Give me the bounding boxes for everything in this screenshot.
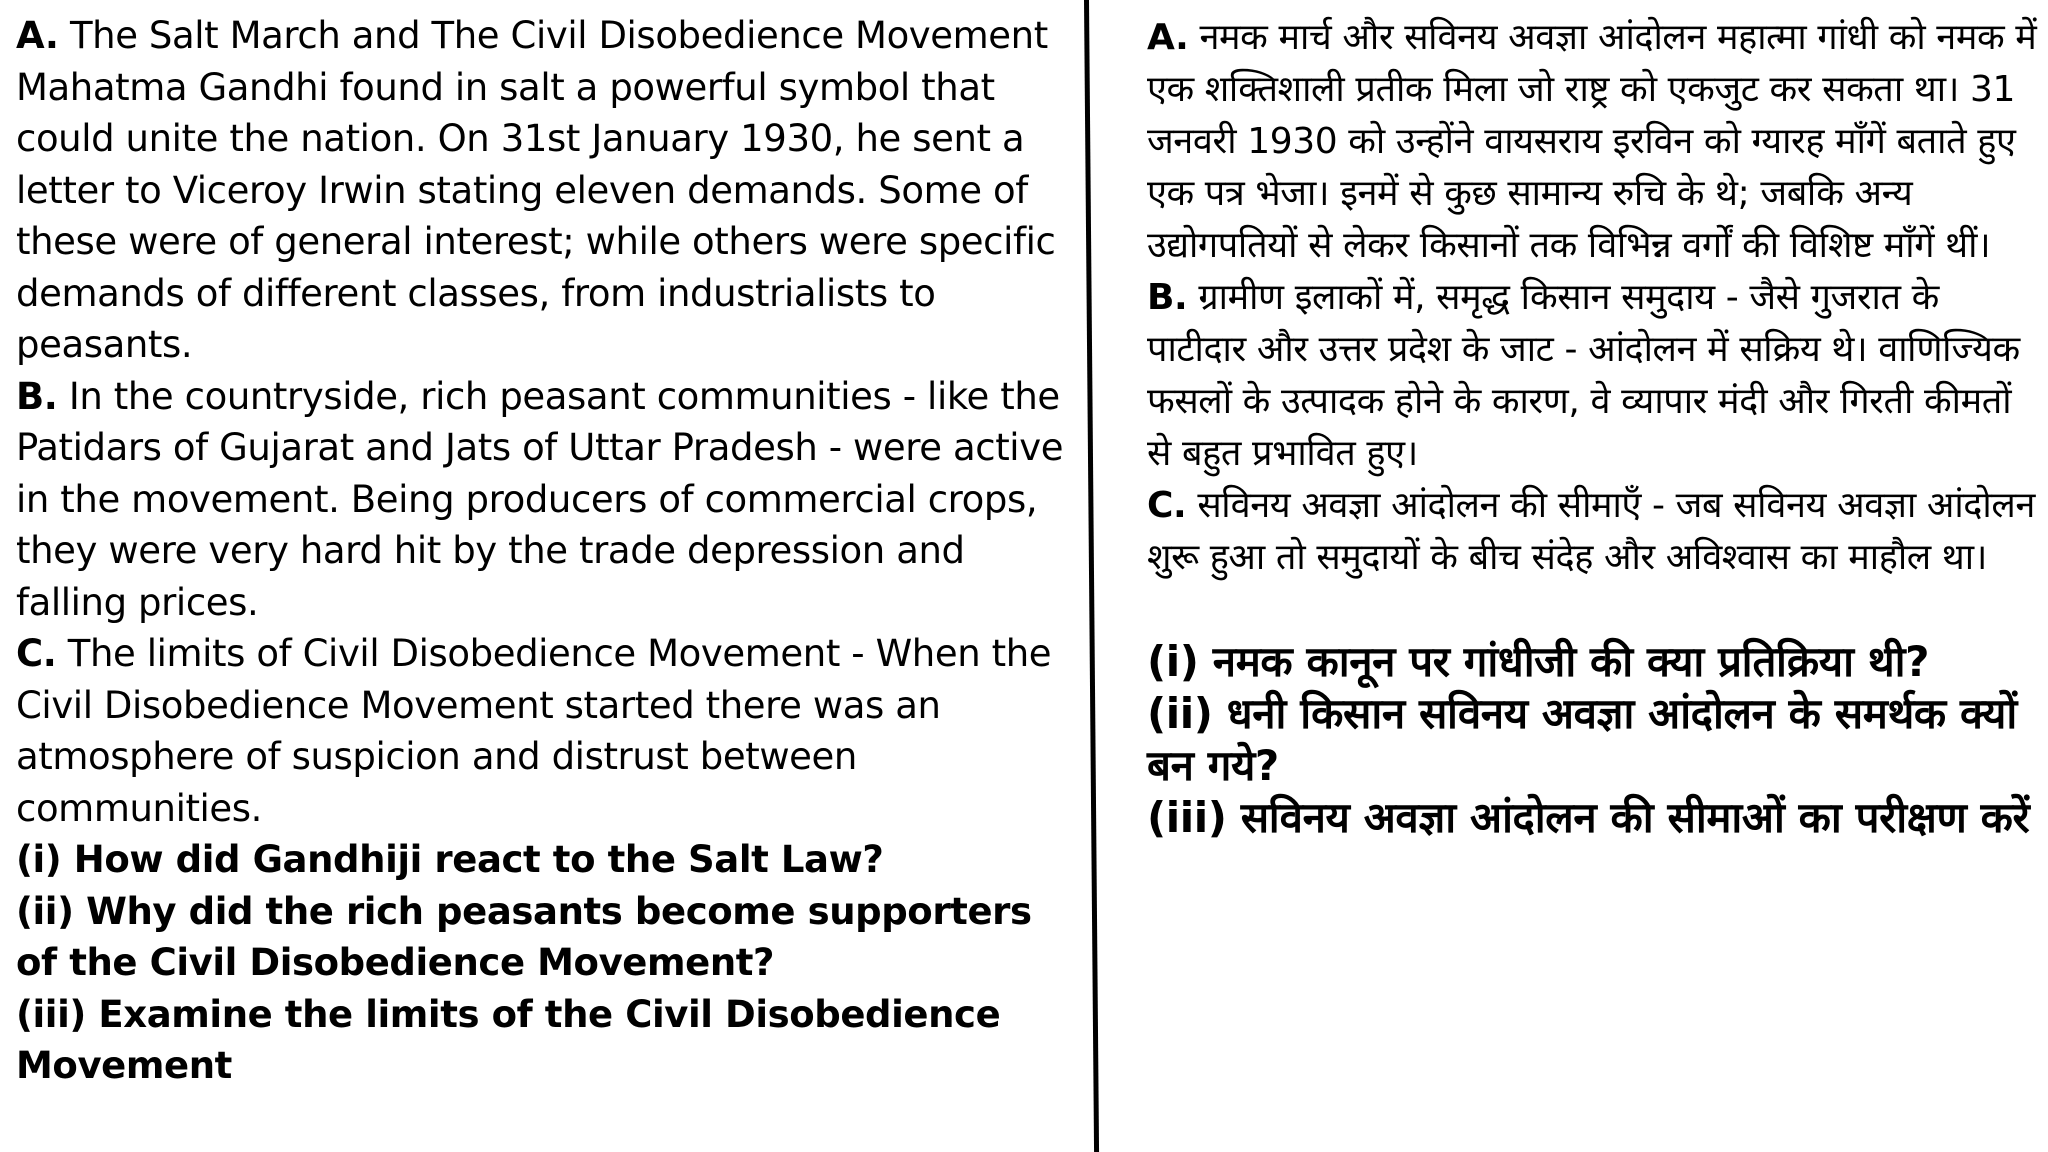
question-2: (ii) धनी किसान सविनय अवज्ञा आंदोलन के समर्थक क्यों बन गये? xyxy=(1147,689,2017,790)
paragraph-text: ग्रामीण इलाकों में, समृद्ध किसान समुदाय - जैसे गुजरात के पाटीदार और उत्तर प्रदेश के जाट - आंदोलन में सक्रिय थे। वाणिज्यिक फसलों के उत्पादक होने के कारण, वे व्यापार मंदी और गिरती कीमतों से बहुत प्रभावित हुए। xyxy=(1147,277,2020,474)
column-divider xyxy=(1084,0,1099,1152)
paragraph-marker: B. xyxy=(1147,277,1188,318)
paragraph-text: नमक मार्च और सविनय अवज्ञा आंदोलन महात्मा गांधी को नमक में एक शक्तिशाली प्रतीक मिला जो राष्ट्र को एकजुट कर सकता था। 31 जनवरी 1930 को उन्होंने वायसराय इरविन को ग्यारह माँगें बताते हुए एक पत्र भेजा। इनमें से कुछ सामान्य रुचि के थे; जबकि अन्य उद्योगपतियों से लेकर किसानों तक विभिन्न वर्गों की विशिष्ट माँगें थीं। xyxy=(1147,17,2037,266)
paragraph-marker: C. xyxy=(1147,485,1187,526)
hindi-paragraph-c xyxy=(1147,480,2037,584)
hindi-column xyxy=(1147,12,2037,844)
question-1: (i) How did Gandhiji react to the Salt Law? xyxy=(16,838,884,881)
paragraph-marker: C. xyxy=(16,632,57,675)
question-2: (ii) Why did the rich peasants become supporters of the Civil Disobedience Movement? xyxy=(16,889,1032,984)
question-1: (i) नमक कानून पर गांधीजी की क्या प्रतिक्रिया थी? xyxy=(1147,637,1930,686)
paragraph-marker: A. xyxy=(1147,17,1189,58)
paragraph-marker: B. xyxy=(16,374,58,418)
question-3: (iii) Examine the limits of the Civil Disobedience Movement xyxy=(16,992,1001,1087)
english-questions xyxy=(16,834,1066,1092)
paragraph-text: The Salt March and The Civil Disobedience Movement Mahatma Gandhi found in salt a powerful symbol that could unite the nation. On 31st January 1930, he sent a letter to Viceroy Irwin stating eleven demands. Some of these were of general interest; while others were specific demands of different classes, from industrialists to peasants. xyxy=(16,14,1056,366)
paragraph-text: सविनय अवज्ञा आंदोलन की सीमाएँ - जब सविनय अवज्ञा आंदोलन शुरू हुआ तो समुदायों के बीच संदेह और अविश्वास का माहौल था। xyxy=(1147,485,2035,578)
english-paragraph-a xyxy=(16,10,1066,371)
hindi-questions xyxy=(1147,636,2037,844)
question-3: (iii) सविनय अवज्ञा आंदोलन की सीमाओं का परीक्षण करें xyxy=(1147,793,2030,842)
paragraph-text: In the countryside, rich peasant communities - like the Patidars of Gujarat and Jats of Uttar Pradesh - were active in the movement. Being producers of commercial crops, they were very hard hit by the trade depression and falling prices. xyxy=(16,374,1064,624)
english-paragraph-c xyxy=(16,628,1066,834)
english-paragraph-b xyxy=(16,371,1066,629)
english-column xyxy=(16,10,1066,1092)
paragraph-text: The limits of Civil Disobedience Movement - When the Civil Disobedience Movement started there was an atmosphere of suspicion and distrust between communities. xyxy=(16,632,1052,830)
hindi-paragraph-b xyxy=(1147,272,2037,480)
hindi-paragraph-a xyxy=(1147,12,2037,272)
paragraph-marker: A. xyxy=(16,14,59,57)
